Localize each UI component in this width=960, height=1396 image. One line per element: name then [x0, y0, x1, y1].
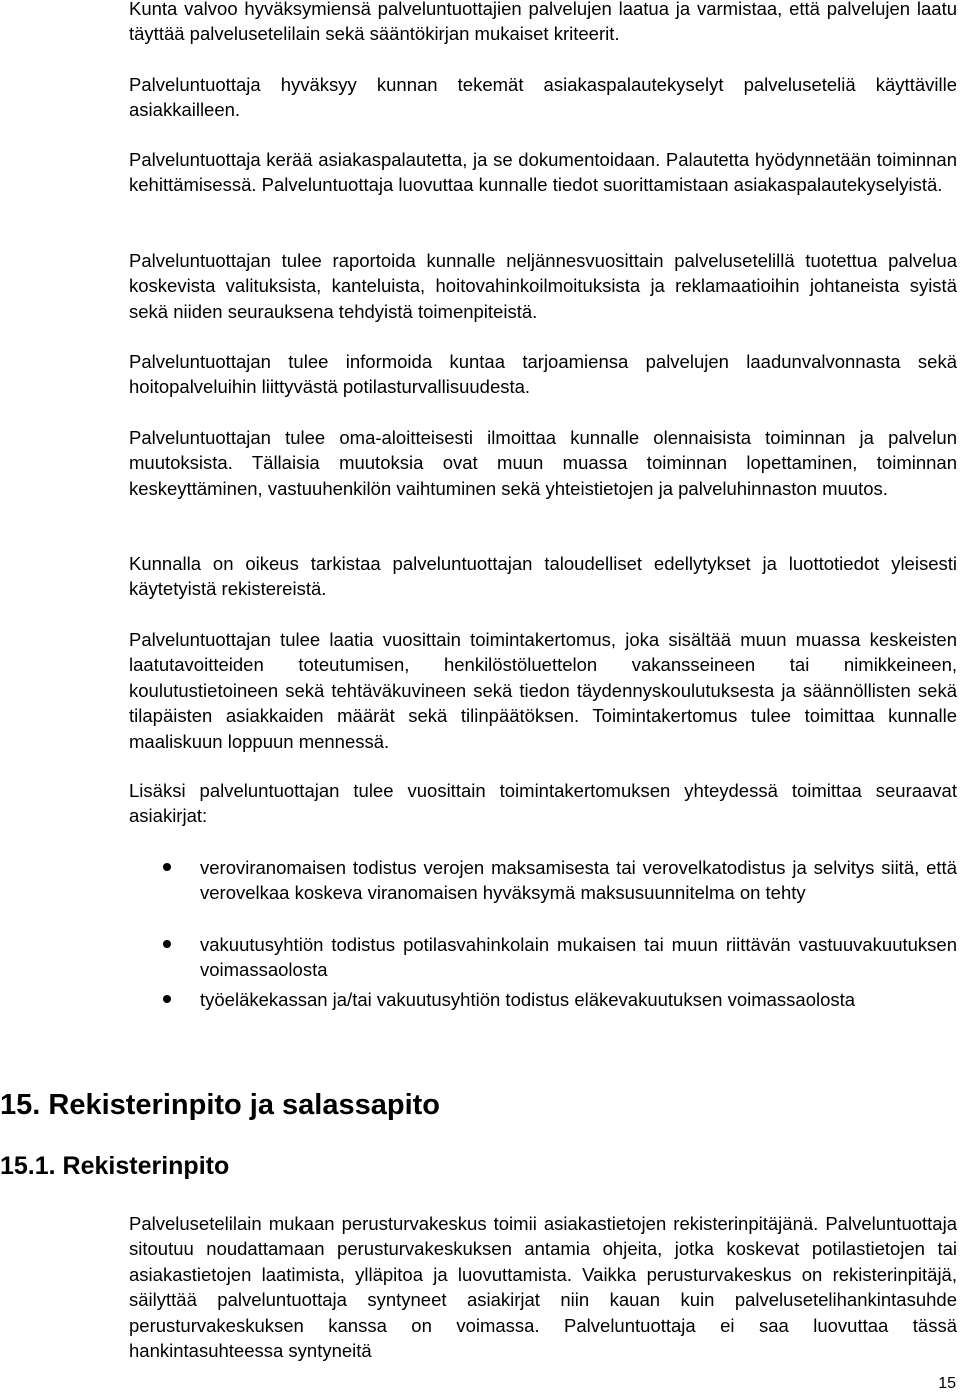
- list-item-text: vakuutusyhtiön todistus potilasvahinkolain mukaisen tai muun riittävän vastuuvakuutuksen voimassaolosta: [200, 934, 957, 981]
- bullet-icon: [163, 940, 171, 948]
- list-item-text: veroviranomaisen todistus verojen maksamisesta tai verovelkatodistus ja selvitys siitä, että verovelkaa koskeva viranomaisen hyväksymä maksusuunnitelma on tehty: [200, 857, 957, 904]
- page-number: 15: [938, 1375, 956, 1392]
- paragraph-quarterly-reporting: Palveluntuottajan tulee raportoida kunnalle neljännesvuosittain palvelusetelillä tuotettua palvelua koskevista valituksista, kanteluista, hoitovahinkoilmoituksista ja reklamaatioihin johtaneista syistä sekä niiden seurauksena tehdyistä toimenpiteistä.: [129, 250, 957, 322]
- bullet-icon: [163, 863, 171, 871]
- paragraph-feedback-collection: Palveluntuottaja kerää asiakaspalautetta, ja se dokumentoidaan. Palautetta hyödynnetään toiminnan kehittämisessä. Palveluntuottaja luovuttaa kunnalle tiedot suorittamistaan asiakaspalautekyselyistä.: [129, 149, 957, 196]
- subsection-heading: 15.1. Rekisterinpito: [0, 1152, 230, 1180]
- paragraph-credit-check: Kunnalla on oikeus tarkistaa palveluntuottajan taloudelliset edellytykset ja luottotiedot yleisesti käytetyistä rekistereistä.: [129, 553, 957, 600]
- paragraph-additional-documents: Lisäksi palveluntuottajan tulee vuosittain toimintakertomuksen yhteydessä toimittaa seuraavat asiakirjat:: [129, 780, 957, 827]
- paragraph-quality-informing: Palveluntuottajan tulee informoida kuntaa tarjoamiensa palvelujen laadunvalvonnasta sekä hoitopalveluihin liittyvästä potilasturvallisuudesta.: [129, 351, 957, 398]
- paragraph-quality-monitoring: Kunta valvoo hyväksymiensä palveluntuottajien palvelujen laatua ja varmistaa, että palvelujen laatu täyttää palvelusetelilain sekä sääntökirjan mukaiset kriteerit.: [129, 0, 957, 45]
- paragraph-feedback-surveys: Palveluntuottaja hyväksyy kunnan tekemät asiakaspalautekyselyt palveluseteliä käyttäville asiakkailleen.: [129, 74, 957, 121]
- section-heading: 15. Rekisterinpito ja salassapito: [0, 1089, 441, 1121]
- list-item-text: työeläkekassan ja/tai vakuutusyhtiön todistus eläkevakuutuksen voimassaolosta: [200, 989, 856, 1010]
- paragraph-register-keeping: Palvelusetelilain mukaan perusturvakeskus toimii asiakastietojen rekisterinpitäjänä. Palveluntuottaja sitoutuu noudattamaan perusturvakeskuksen antamia ohjeita, jotka koskevat potilastietojen tai asiakastietojen laatimista, ylläpitoa ja luovuttamista. Vaikka perusturvakeskus on rekisterinpitäjä, säilyttää palveluntuottaja syntyneet asiakirjat niin kauan kuin palvelusetelihankintasuhde perusturvakeskuksen kanssa on voimassa. Palveluntuottaja ei saa luovuttaa tässä hankintasuhteessa syntyneitä: [129, 1213, 957, 1362]
- paragraph-change-notification: Palveluntuottajan tulee oma-aloitteisesti ilmoittaa kunnalle olennaisista toiminnan ja palvelun muutoksista. Tällaisia muutoksia ovat muun muassa toiminnan lopettaminen, toiminnan keskeyttäminen, vastuuhenkilön vaihtuminen sekä yhteistietojen ja palveluhinnaston muutos.: [129, 427, 957, 499]
- paragraph-annual-report: Palveluntuottajan tulee laatia vuosittain toimintakertomus, joka sisältää muun muassa keskeisten laatutavoitteiden toteutumisen, henkilöstöluettelon vakansseineen tai nimikkeineen, koulutustietoineen sekä tehtäväkuvineen sekä tiedon täydennyskoulutuksesta ja säännöllisten sekä tilapäisten asiakkaiden määrät sekä tilinpäätöksen. Toimintakertomus tulee toimittaa kunnalle maaliskuun loppuun mennessä.: [129, 629, 957, 752]
- bullet-icon: [163, 995, 171, 1003]
